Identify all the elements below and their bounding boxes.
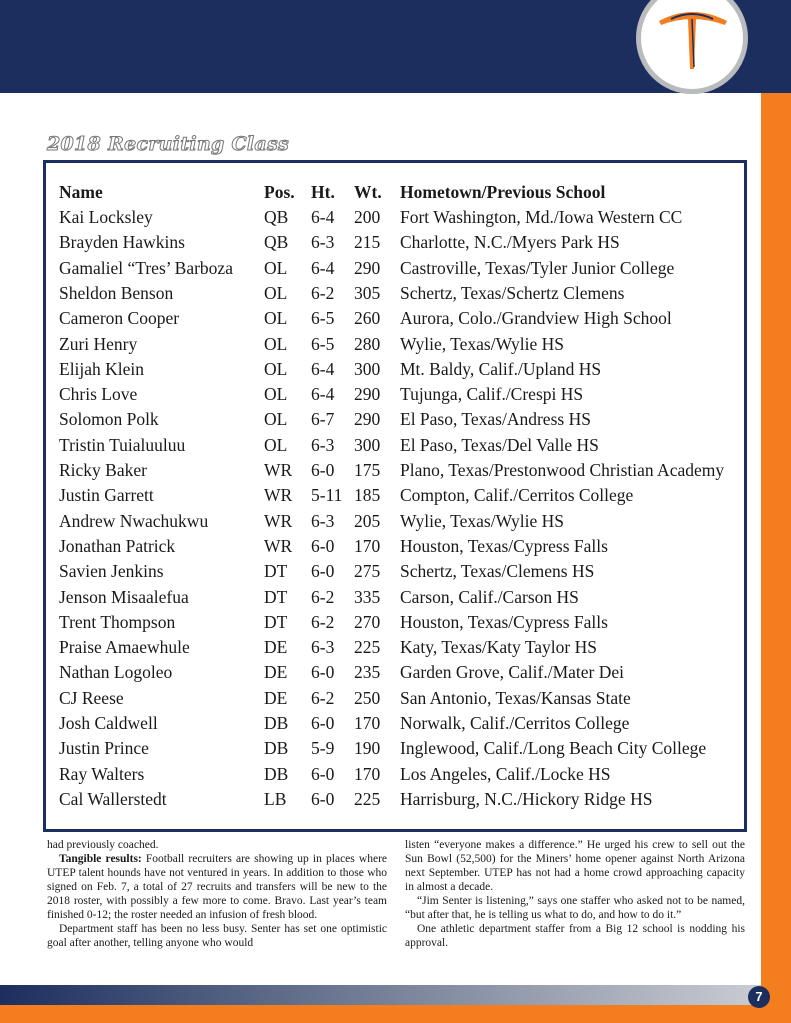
cell-pos: OL bbox=[264, 282, 288, 303]
table-row bbox=[46, 281, 746, 306]
cell-home: Schertz, Texas/Clemens HS bbox=[400, 561, 595, 582]
cell-wt: 185 bbox=[354, 485, 381, 506]
cell-wt: 215 bbox=[354, 232, 381, 253]
cell-home: Aurora, Colo./Grandview High School bbox=[400, 308, 672, 329]
cell-name: Chris Love bbox=[59, 384, 138, 405]
cell-name: Zuri Henry bbox=[59, 333, 138, 354]
cell-ht: 6-5 bbox=[311, 308, 335, 329]
cell-wt: 290 bbox=[354, 384, 381, 405]
table-row bbox=[46, 736, 746, 761]
cell-wt: 270 bbox=[354, 611, 381, 632]
cell-home: Carson, Calif./Carson HS bbox=[400, 586, 579, 607]
table-row bbox=[46, 433, 746, 458]
cell-pos: WR bbox=[264, 485, 293, 506]
cell-name: Gamaliel “Tres’ Barboza bbox=[59, 257, 233, 278]
cell-home: Garden Grove, Calif./Mater Dei bbox=[400, 662, 625, 683]
cell-pos: DE bbox=[264, 637, 288, 658]
cell-name: Justin Garrett bbox=[59, 485, 154, 506]
cell-pos: QB bbox=[264, 207, 289, 227]
table-row bbox=[46, 407, 746, 432]
table-row bbox=[46, 762, 746, 787]
table-row bbox=[46, 787, 746, 812]
article-column-left bbox=[47, 838, 387, 950]
cell-home: El Paso, Texas/Del Valle HS bbox=[400, 434, 599, 455]
cell-name: Cal Wallerstedt bbox=[59, 788, 167, 809]
cell-ht: 6-5 bbox=[311, 333, 335, 354]
cell-ht: 6-3 bbox=[311, 434, 335, 455]
cell-wt: 290 bbox=[354, 409, 381, 430]
paragraph-text: Football recruiters are showing up in places where UTEP talent hounds have not ventured in years. In addition to those who signed on Feb. 7, a total of 27 recruits and transfers will be new to the 2018 roster, with possibly a few more to come. Bravo. Last year’s team finished 0-12; the roster needed an infusion of fresh blood. bbox=[47, 853, 387, 921]
cell-wt: 305 bbox=[354, 282, 381, 303]
cell-name: Justin Prince bbox=[59, 738, 149, 759]
cell-ht: 6-2 bbox=[311, 586, 335, 607]
footer-orange-band bbox=[0, 1005, 791, 1023]
cell-name: Elijah Klein bbox=[59, 358, 145, 379]
table-row bbox=[46, 382, 746, 407]
cell-pos: DE bbox=[264, 687, 288, 708]
page-number: 7 bbox=[748, 986, 770, 1008]
table-row bbox=[46, 686, 746, 711]
cell-wt: 225 bbox=[354, 637, 381, 658]
cell-pos: WR bbox=[264, 460, 293, 480]
cell-ht: 6-0 bbox=[311, 788, 335, 809]
cell-pos: OL bbox=[264, 384, 288, 405]
side-accent-bar bbox=[761, 93, 791, 1023]
cell-name: Kai Locksley bbox=[59, 207, 153, 227]
article-paragraph: Department staff has been no less busy. Senter has set one optimistic goal after another, telling anyone who would bbox=[47, 923, 387, 949]
cell-wt: 200 bbox=[354, 207, 381, 227]
table-row bbox=[46, 559, 746, 584]
cell-pos: OL bbox=[264, 257, 288, 278]
cell-name: Savien Jenkins bbox=[59, 561, 164, 582]
cell-ht: 5-11 bbox=[311, 485, 343, 506]
lead-in: Tangible results: bbox=[59, 853, 142, 865]
table-row bbox=[46, 483, 746, 508]
cell-home: Wylie, Texas/Wylie HS bbox=[400, 510, 565, 531]
cell-wt: 300 bbox=[354, 434, 381, 455]
cell-name: Praise Amaewhule bbox=[59, 637, 190, 658]
cell-home: Norwalk, Calif./Cerritos College bbox=[400, 713, 630, 733]
table-row bbox=[46, 306, 746, 331]
cell-home: Houston, Texas/Cypress Falls bbox=[400, 535, 608, 556]
cell-name: Sheldon Benson bbox=[59, 282, 174, 303]
cell-ht: 6-0 bbox=[311, 535, 335, 556]
section-title: 2018 Recruiting Class bbox=[47, 133, 290, 155]
table-row bbox=[46, 230, 746, 255]
cell-wt: 225 bbox=[354, 788, 381, 809]
cell-home: Schertz, Texas/Schertz Clemens bbox=[400, 282, 625, 303]
cell-ht: 6-0 bbox=[311, 662, 335, 683]
cell-ht: 6-4 bbox=[311, 257, 335, 278]
cell-pos: DT bbox=[264, 611, 288, 632]
cell-home: Fort Washington, Md./Iowa Western CC bbox=[400, 207, 683, 227]
cell-home: Katy, Texas/Katy Taylor HS bbox=[400, 637, 597, 658]
cell-home: Tujunga, Calif./Crespi HS bbox=[400, 384, 584, 405]
table-row bbox=[46, 458, 746, 483]
cell-name: Tristin Tuialuuluu bbox=[59, 434, 186, 455]
cell-ht: 6-3 bbox=[311, 232, 335, 253]
table-row bbox=[46, 610, 746, 635]
table-row bbox=[46, 357, 746, 382]
cell-ht: 5-9 bbox=[311, 738, 335, 759]
table-row bbox=[46, 509, 746, 534]
cell-name: Jonathan Patrick bbox=[59, 535, 176, 556]
cell-wt: 290 bbox=[354, 257, 381, 278]
cell-ht: 6-3 bbox=[311, 637, 335, 658]
cell-pos: WR bbox=[264, 535, 293, 556]
cell-home: Plano, Texas/Prestonwood Christian Academy bbox=[400, 460, 725, 480]
cell-pos: DB bbox=[264, 763, 289, 784]
cell-wt: 275 bbox=[354, 561, 381, 582]
cell-pos: DB bbox=[264, 738, 289, 759]
article-paragraph: One athletic department staffer from a Big 12 school is nodding his approval. bbox=[405, 923, 745, 949]
cell-ht: 6-7 bbox=[311, 409, 335, 430]
cell-home: El Paso, Texas/Andress HS bbox=[400, 409, 591, 430]
cell-home: Inglewood, Calif./Long Beach City College bbox=[400, 738, 707, 759]
cell-ht: 6-0 bbox=[311, 763, 335, 784]
cell-wt: 190 bbox=[354, 738, 381, 759]
cell-pos: DT bbox=[264, 586, 288, 607]
cell-ht: 6-4 bbox=[311, 384, 335, 405]
article-paragraph: “Jim Senter is listening,” says one staffer who asked not to be named, “but after that, he is telling us what to do, and how to do it.” bbox=[405, 895, 745, 921]
cell-ht: 6-4 bbox=[311, 358, 335, 379]
col-header-name: Name bbox=[59, 182, 103, 202]
cell-pos: OL bbox=[264, 308, 288, 329]
article-column-right bbox=[405, 838, 745, 950]
cell-home: Wylie, Texas/Wylie HS bbox=[400, 333, 565, 354]
cell-wt: 205 bbox=[354, 510, 381, 531]
cell-pos: DE bbox=[264, 662, 288, 683]
cell-pos: DB bbox=[264, 713, 289, 733]
table-row bbox=[46, 332, 746, 357]
cell-name: Brayden Hawkins bbox=[59, 232, 185, 253]
cell-pos: OL bbox=[264, 333, 288, 354]
col-header-home: Hometown/Previous School bbox=[400, 182, 606, 202]
cell-wt: 175 bbox=[354, 460, 381, 480]
cell-home: Castroville, Texas/Tyler Junior College bbox=[400, 257, 675, 278]
cell-wt: 300 bbox=[354, 358, 381, 379]
cell-wt: 170 bbox=[354, 713, 381, 733]
cell-name: Andrew Nwachukwu bbox=[59, 510, 209, 531]
cell-name: Ray Walters bbox=[59, 763, 145, 784]
pickaxe-t-icon bbox=[651, 0, 733, 79]
table-row bbox=[46, 711, 746, 736]
cell-home: Houston, Texas/Cypress Falls bbox=[400, 611, 608, 632]
cell-name: CJ Reese bbox=[59, 687, 124, 708]
col-header-pos: Pos. bbox=[264, 182, 295, 202]
cell-home: Mt. Baldy, Calif./Upland HS bbox=[400, 358, 602, 379]
cell-wt: 235 bbox=[354, 662, 381, 683]
cell-pos: DT bbox=[264, 561, 288, 582]
article-paragraph bbox=[47, 852, 387, 922]
cell-pos: LB bbox=[264, 788, 287, 809]
table-row bbox=[46, 205, 746, 230]
cell-pos: OL bbox=[264, 409, 288, 430]
cell-ht: 6-2 bbox=[311, 687, 335, 708]
cell-name: Solomon Polk bbox=[59, 409, 159, 430]
cell-name: Josh Caldwell bbox=[59, 713, 158, 733]
cell-wt: 280 bbox=[354, 333, 381, 354]
cell-wt: 170 bbox=[354, 535, 381, 556]
col-header-ht: Ht. bbox=[311, 182, 335, 202]
article-paragraph: had previously coached. bbox=[47, 839, 159, 851]
cell-ht: 6-0 bbox=[311, 460, 335, 480]
table-header-row bbox=[46, 180, 746, 205]
article-paragraph: listen “everyone makes a difference.” He urged his crew to sell out the Sun Bowl (52,500) for the Miners’ home opener against North Arizona next September. UTEP has not had a home crowd approaching capacity in almost a decade. bbox=[405, 839, 745, 893]
cell-pos: QB bbox=[264, 232, 289, 253]
cell-wt: 335 bbox=[354, 586, 381, 607]
cell-pos: OL bbox=[264, 434, 288, 455]
cell-ht: 6-0 bbox=[311, 561, 335, 582]
cell-wt: 250 bbox=[354, 687, 381, 708]
cell-name: Cameron Cooper bbox=[59, 308, 180, 329]
cell-home: Charlotte, N.C./Myers Park HS bbox=[400, 232, 620, 253]
cell-ht: 6-0 bbox=[311, 713, 335, 733]
cell-name: Nathan Logoleo bbox=[59, 662, 173, 683]
cell-name: Jenson Misaalefua bbox=[59, 586, 189, 607]
footer-gradient-band bbox=[0, 985, 761, 1005]
cell-ht: 6-3 bbox=[311, 510, 335, 531]
cell-wt: 170 bbox=[354, 763, 381, 784]
cell-home: Harrisburg, N.C./Hickory Ridge HS bbox=[400, 788, 653, 809]
cell-home: San Antonio, Texas/Kansas State bbox=[400, 687, 631, 708]
col-header-wt: Wt. bbox=[354, 182, 382, 202]
cell-name: Trent Thompson bbox=[59, 611, 176, 632]
cell-pos: OL bbox=[264, 358, 288, 379]
table-row bbox=[46, 585, 746, 610]
table-row bbox=[46, 635, 746, 660]
cell-pos: WR bbox=[264, 510, 293, 531]
cell-ht: 6-2 bbox=[311, 611, 335, 632]
cell-ht: 6-2 bbox=[311, 282, 335, 303]
table-row bbox=[46, 660, 746, 685]
cell-name: Ricky Baker bbox=[59, 460, 147, 480]
cell-home: Compton, Calif./Cerritos College bbox=[400, 485, 634, 506]
roster-table bbox=[43, 160, 747, 832]
cell-ht: 6-4 bbox=[311, 207, 335, 227]
cell-wt: 260 bbox=[354, 308, 381, 329]
table-row bbox=[46, 534, 746, 559]
table-row bbox=[46, 256, 746, 281]
cell-home: Los Angeles, Calif./Locke HS bbox=[400, 763, 611, 784]
